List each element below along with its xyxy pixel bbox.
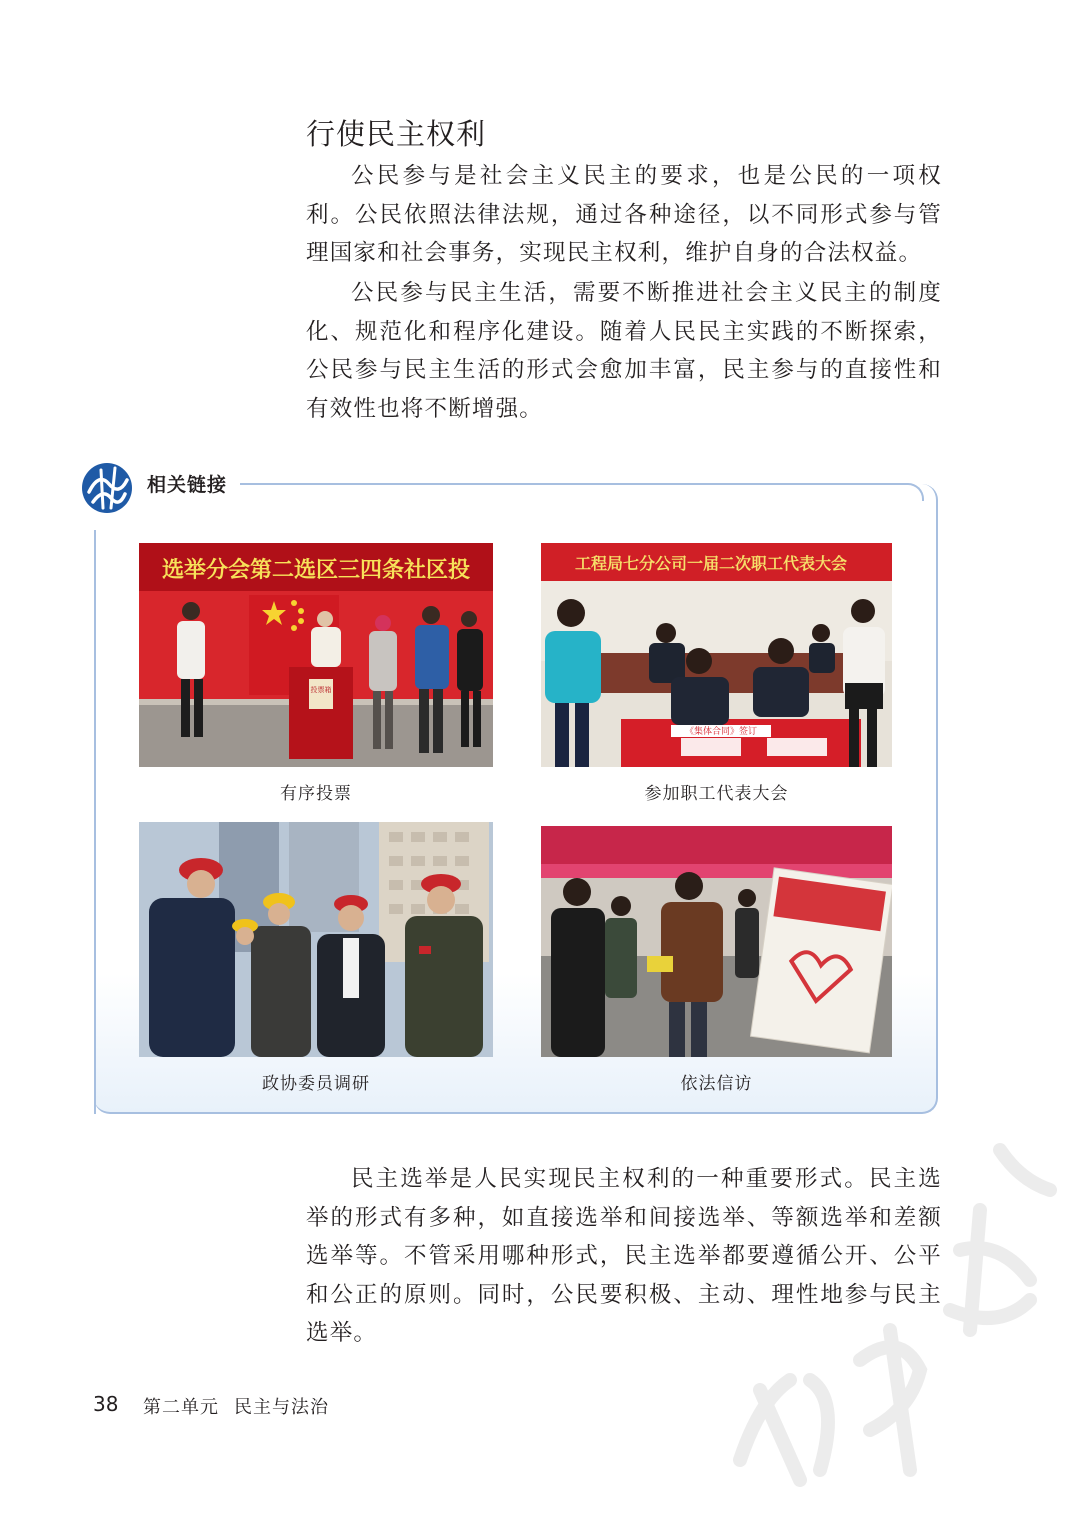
caption-cppcc-research: 政协委员调研 bbox=[262, 1074, 370, 1094]
section-title: 行使民主权利 bbox=[306, 117, 487, 151]
voting-banner-text: 选举分会第二选区三四条社区投 bbox=[161, 558, 471, 583]
caption-workers-congress: 参加职工代表大会 bbox=[644, 784, 789, 804]
caption-petition: 依法信访 bbox=[680, 1074, 753, 1094]
related-links-icon bbox=[81, 462, 133, 514]
body-paragraph-2: 公民参与民主生活，需要不断推进社会主义民主的制度化、规范化和程序化建设。随着人民民主实践的不断探索，公民参与民主生活的形式会愈加丰富，民主参与的直接性和有效性也将不断增强。 bbox=[306, 280, 942, 422]
photo-workers-congress bbox=[541, 543, 892, 767]
contract-sign-text: 《集体合同》签订 bbox=[684, 727, 758, 737]
photo-cppcc-research bbox=[139, 822, 493, 1057]
page-number: 38 bbox=[93, 1392, 119, 1416]
congress-banner-text: 工程局七分公司一届二次职工代表大会 bbox=[574, 554, 848, 573]
ballot-box-text: 投票箱 bbox=[310, 686, 332, 694]
caption-orderly-voting: 有序投票 bbox=[280, 784, 352, 804]
photo-petition bbox=[541, 826, 892, 1057]
watermark-calligraphy bbox=[700, 1130, 1070, 1510]
related-links-top-border bbox=[240, 483, 924, 501]
related-links-left-border bbox=[94, 530, 116, 1114]
footer-topic: 民主与法治 bbox=[234, 1397, 329, 1418]
footer-unit: 第二单元 bbox=[143, 1397, 219, 1418]
body-paragraph-3: 民主选举是人民实现民主权利的一种重要形式。民主选举的形式有多种，如直接选举和间接选举、等额选举和差额选举等。不管采用哪种形式，民主选举都要遵循公开、公平和公正的原则。同时，公民要积极、主动、理性地参与民主选举。 bbox=[306, 1166, 942, 1347]
photo-orderly-voting bbox=[139, 543, 493, 767]
related-links-label: 相关链接 bbox=[147, 474, 228, 496]
body-paragraph-1: 公民参与是社会主义民主的要求，也是公民的一项权利。公民依照法律法规，通过各种途径，以不同形式参与管理国家和社会事务，实现民主权利，维护自身的合法权益。 bbox=[306, 163, 942, 267]
